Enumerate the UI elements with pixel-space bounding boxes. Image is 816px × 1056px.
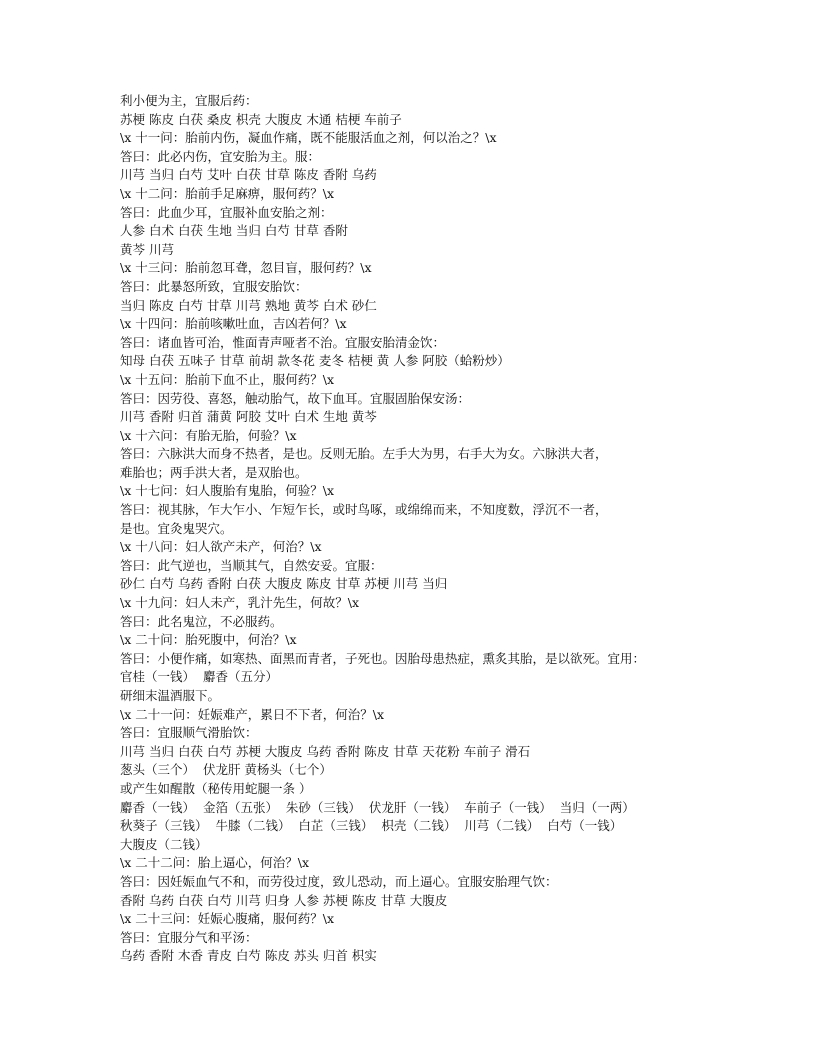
text-line: \x 二十一问：妊娠难产，累日不下者，何治？\x [120, 706, 384, 722]
text-line: \x 十五问：胎前下血不止，服何药？\x [120, 371, 334, 387]
text-line: 乌药 香附 木香 青皮 白芍 陈皮 苏头 归首 枳实 [120, 948, 377, 964]
text-line: 答曰：此名鬼泣，不必服药。 [120, 613, 283, 629]
text-line: 川芎 香附 归首 蒲黄 阿胶 艾叶 白术 生地 黄芩 [120, 409, 377, 425]
text-line: 官桂（一钱） 麝香（五分） [120, 669, 278, 685]
text-line: 答曰：宜服分气和平汤： [120, 929, 258, 945]
text-line: 川芎 当归 白茯 白芍 苏梗 大腹皮 乌药 香附 陈皮 甘草 天花粉 车前子 滑石 [120, 743, 531, 759]
text-line: 香附 乌药 白茯 白芍 川芎 归身 人参 苏梗 陈皮 甘草 大腹皮 [120, 892, 448, 908]
text-line: 答曰：此气逆也，当顺其气，自然安妥。宜服： [120, 557, 383, 573]
text-line: \x 十一问：胎前内伤，凝血作痛，既不能服活血之剂，何以治之？\x [120, 130, 497, 146]
text-line: 麝香（一钱） 金箔（五张） 朱砂（三钱） 伏龙肝（一钱） 车前子（一钱） 当归（一两） [120, 799, 635, 815]
text-line: 川芎 当归 白芍 艾叶 白茯 甘草 陈皮 香附 乌药 [120, 167, 377, 183]
text-line: 难胎也；两手洪大者，是双胎也。 [120, 464, 308, 480]
text-line: 答曰：小便作痛，如寒热、面黑而青者，子死也。因胎母患热症，熏炙其胎，是以欲死。宜用： [120, 650, 646, 666]
document-page [120, 92, 720, 966]
text-line: 秋葵子（三钱） 牛膝（二钱） 白芷（三钱） 枳壳（二钱） 川芎（二钱） 白芍（一钱） [120, 818, 623, 834]
text-line: 答曰：此暴怒所致，宜服安胎饮： [120, 278, 308, 294]
text-line: \x 二十二问：胎上逼心，何治？\x [120, 855, 309, 871]
text-line: 答曰：因劳役、喜怒，触动胎气，故下血耳。宜服固胎保安汤： [120, 390, 471, 406]
text-line: 答曰：因妊娠血气不和，而劳役过度，致儿恐动，而上逼心。宜服安胎理气饮： [120, 873, 558, 889]
text-line: \x 十八问：妇人欲产未产，何治？\x [120, 539, 322, 555]
text-line: 知母 白茯 五味子 甘草 前胡 款冬花 麦冬 桔梗 黄 人参 阿胶（蛤粉炒） [120, 353, 510, 369]
text-line: 葱头（三个） 伏龙肝 黄杨头（七个） [120, 762, 332, 778]
text-line: \x 十二问：胎前手足麻痹，服何药？\x [120, 185, 334, 201]
text-line: 利小便为主，宜服后药： [120, 93, 258, 108]
text-line: 当归 陈皮 白芍 甘草 川芎 熟地 黄芩 白术 砂仁 [120, 297, 377, 313]
text-line: \x 二十问：胎死腹中，何治？\x [120, 632, 297, 648]
text-line: \x 二十三问：妊娠心腹痛，服何药？\x [120, 911, 334, 927]
text-line: 答曰：此必内伤，宜安胎为主。服： [120, 148, 321, 164]
text-line: 苏梗 陈皮 白茯 桑皮 枳壳 大腹皮 木通 桔梗 车前子 [120, 111, 402, 127]
text-line: 砂仁 白芍 乌药 香附 白茯 大腹皮 陈皮 甘草 苏梗 川芎 当归 [120, 576, 448, 592]
text-line: 答曰：六脉洪大而身不热者，是也。反则无胎。左手大为男，右手大为女。六脉洪大者， [120, 446, 608, 462]
text-line: 黄芩 川芎 [120, 241, 174, 257]
text-line: 研细末温酒服下。 [120, 688, 221, 703]
text-line: 人参 白术 白茯 生地 当归 白芍 甘草 香附 [120, 223, 348, 239]
text-line: \x 十六问：有胎无胎，何验？\x [120, 427, 297, 443]
text-line: 答曰：宜服顺气滑胎饮： [120, 725, 258, 741]
text-line: 答曰：诸血皆可治，惟面青声哑者不治。宜服安胎清金饮： [120, 334, 446, 350]
text-line: \x 十九问：妇人未产，乳汁先生，何故？\x [120, 595, 359, 611]
text-line: 答曰：此血少耳，宜服补血安胎之剂： [120, 204, 333, 220]
text-line: 大腹皮（二钱） [120, 836, 208, 852]
text-line: 或产生如醒散（秘传用蛇腿一条 ） [120, 780, 312, 796]
text-line: 答曰：视其脉，乍大乍小、乍短乍长，或时鸟啄，或绵绵而来，不知度数，浮沉不一者， [120, 502, 608, 518]
text-line: 是也。宜灸鬼哭穴。 [120, 520, 233, 536]
text-line: \x 十七问：妇人腹胎有鬼胎，何验？\x [120, 483, 334, 499]
text-line: \x 十三问：胎前忽耳聋，忽目盲，服何药？\x [120, 260, 372, 276]
text-line: \x 十四问：胎前咳嗽吐血，吉凶若何？\x [120, 316, 347, 332]
